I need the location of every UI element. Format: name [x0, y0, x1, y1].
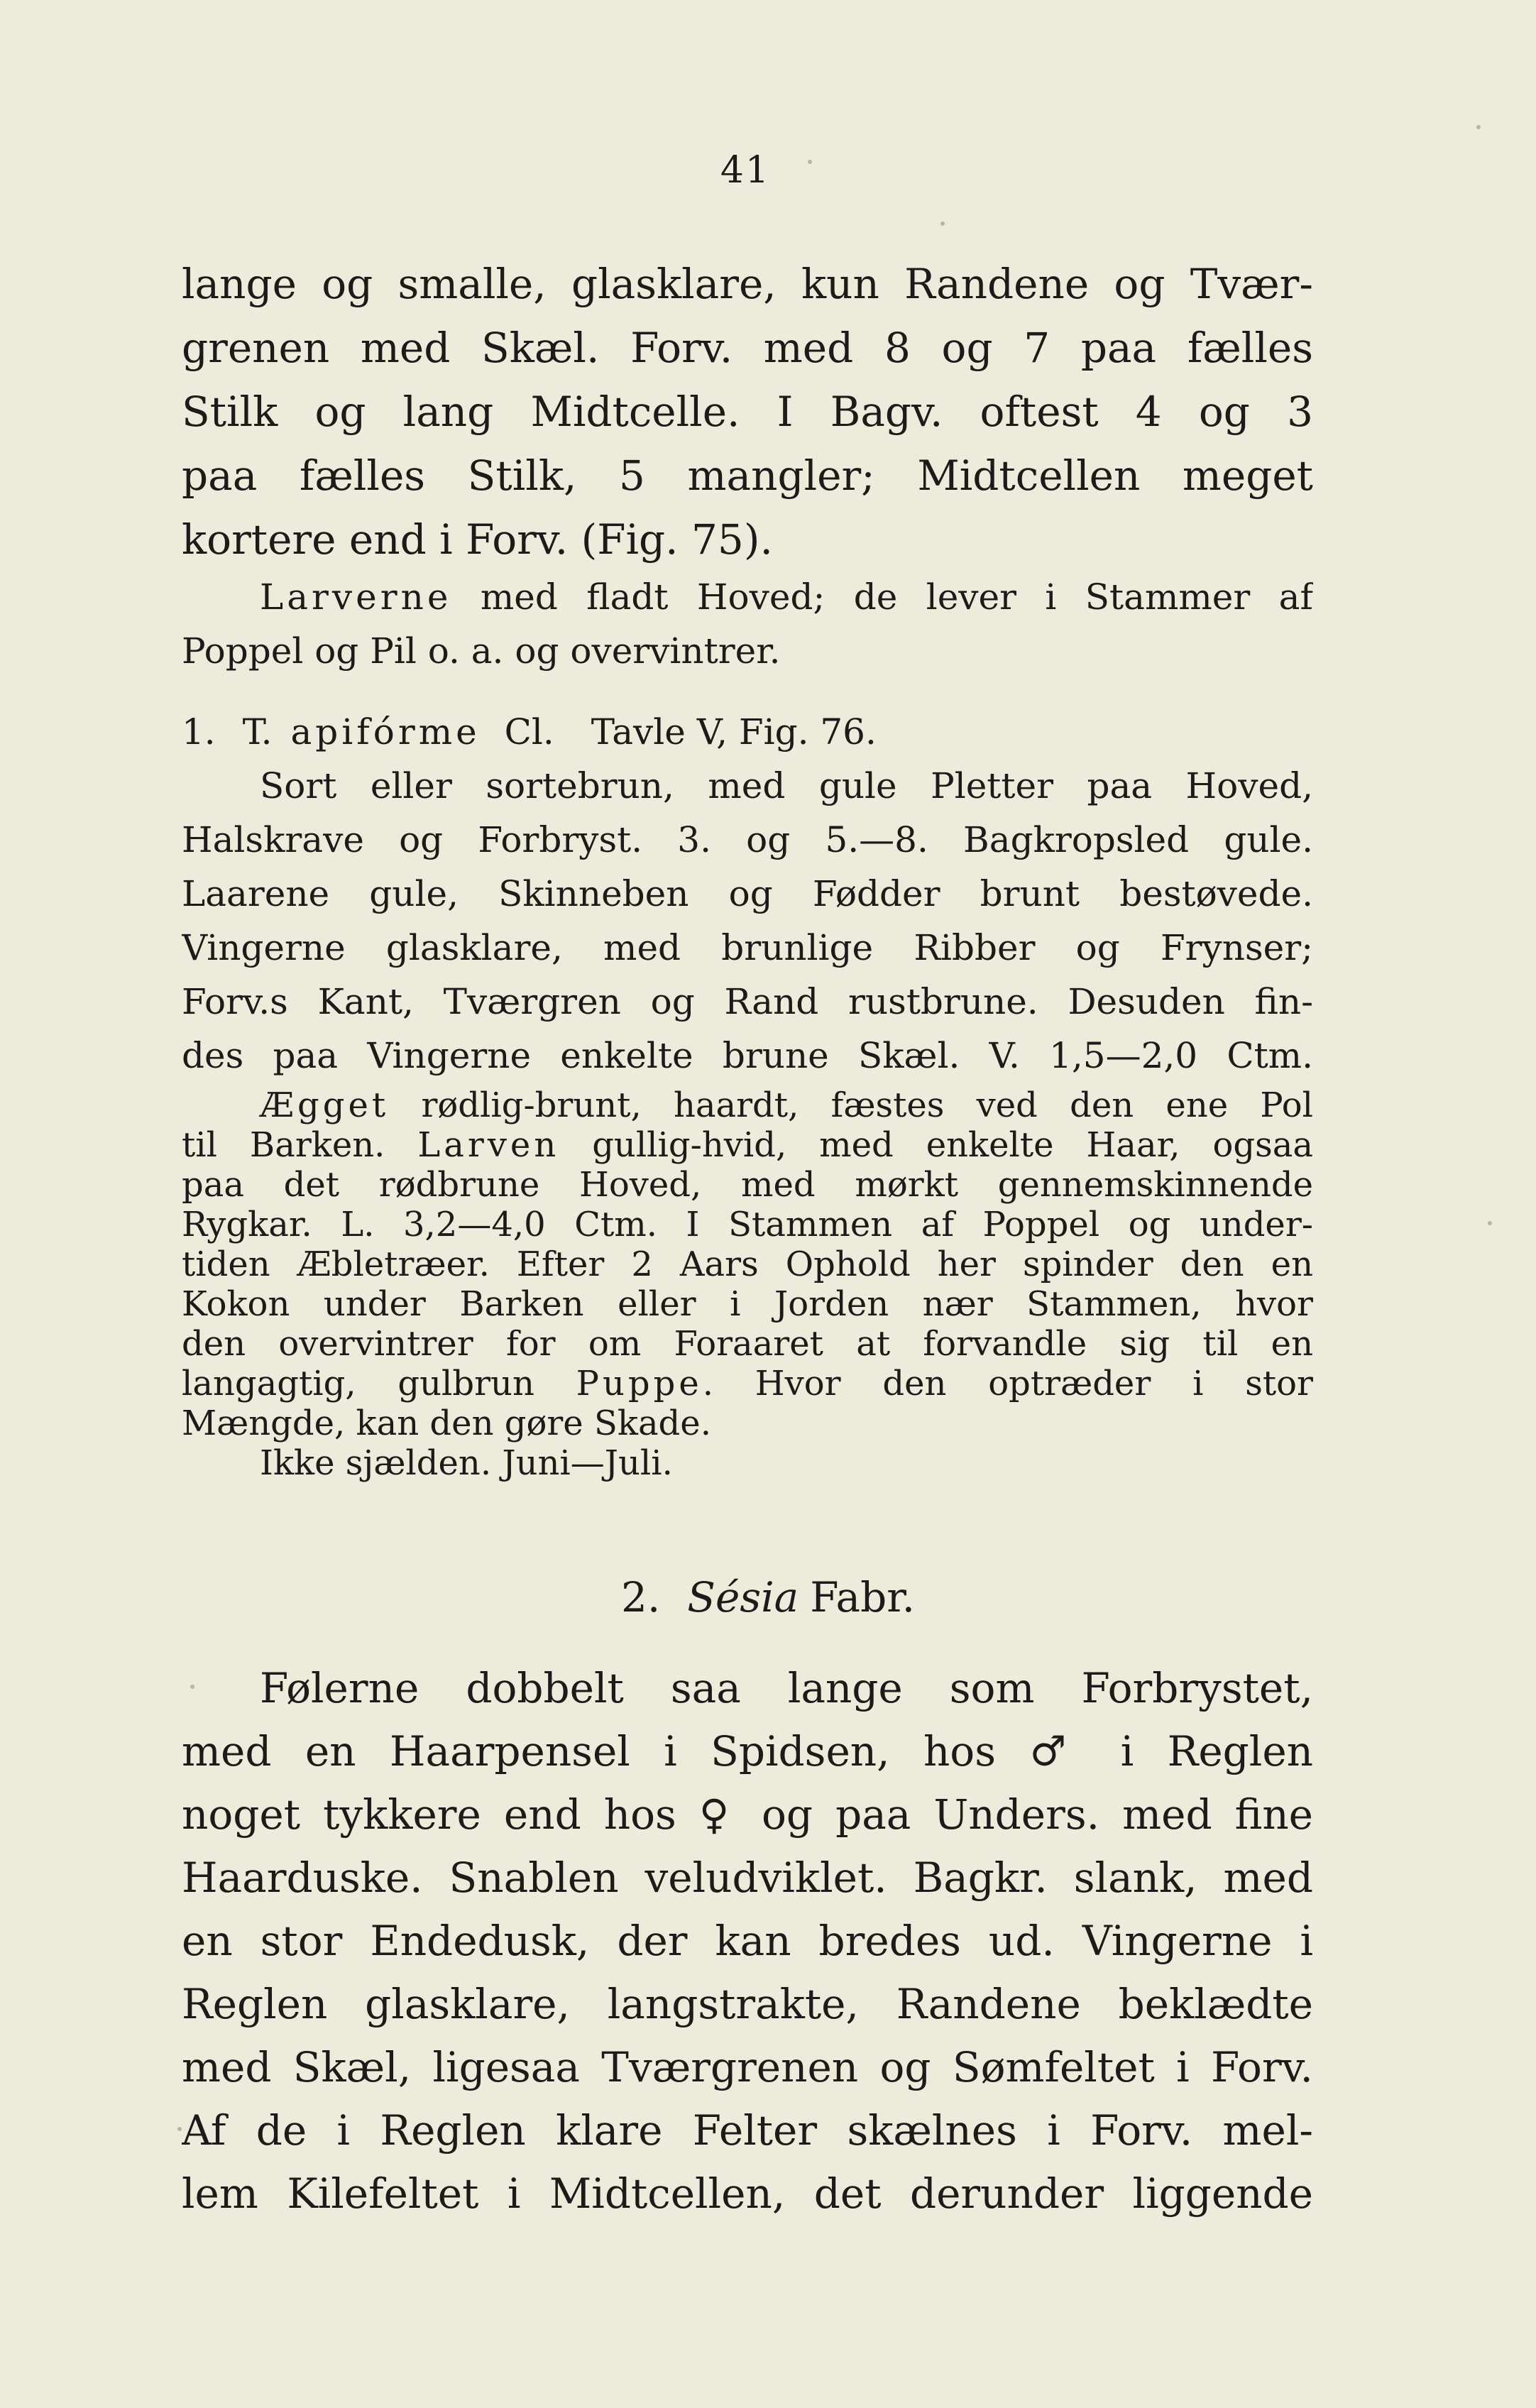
paper-speck [1488, 1221, 1492, 1225]
life-history-line: den overvintrer for om Foraaret at forvandle sig til en [182, 1324, 1313, 1364]
genus-description-line: Reglen glasklare, langstrakte, Randene beklædte [182, 1980, 1313, 2028]
genus-description-line: en stor Endedusk, der kan bredes ud. Vingerne i [182, 1917, 1313, 1965]
intro-line: Stilk og lang Midtcelle. I Bagv. oftest 4 og 3 [182, 388, 1313, 436]
genus-number: 2. [620, 1573, 661, 1621]
life-history-line [182, 1363, 1313, 1404]
life-history-text: langagtig, gulbrun [182, 1364, 576, 1403]
genus-description-line: med Skæl, ligesaa Tværgrenen og Sømfeltet i Forv. [182, 2043, 1313, 2091]
description-line: Laarene gule, Skinneben og Fødder brunt bestøvede. [182, 873, 1313, 914]
description-line: Forv.s Kant, Tværgren og Rand rustbrune. Desuden fin- [182, 981, 1313, 1022]
description-line: Halskrave og Forbryst. 3. og 5.—8. Bagkropsled gule. [182, 819, 1313, 860]
genus-description-line: Følerne dobbelt saa lange som Forbrystet, [260, 1664, 1313, 1712]
genus-description-line: noget tykkere end hos ♀ og paa Unders. med fine [182, 1790, 1313, 1839]
life-history-line: Mængde, kan den gøre Skade. [182, 1403, 711, 1443]
description-line: Sort eller sortebrun, med gule Pletter paa Hoved, [260, 765, 1313, 806]
paper-speck [1476, 125, 1481, 129]
life-history-line: Kokon under Barken eller i Jorden nær Stammen, hvor [182, 1284, 1313, 1324]
life-history-line: paa det rødbrune Hoved, med mørkt gennemskinnende [182, 1165, 1313, 1205]
genus-description-line: Af de i Reglen klare Felter skælnes i Forv. mel- [182, 2106, 1313, 2155]
paper-speck [177, 2127, 182, 2131]
intro-line: lange og smalle, glasklare, kun Randene og Tvær- [182, 260, 1313, 308]
life-history-line: tiden Æbletræer. Efter 2 Aars Ophold her spinder den en [182, 1244, 1313, 1284]
species-genus-abbr: T. [242, 711, 273, 752]
genus-description-line: lem Kilefeltet i Midtcellen, det derunder liggende [182, 2169, 1313, 2218]
genus-description-line: Haarduske. Snablen veludviklet. Bagkr. slank, med [182, 1854, 1313, 1902]
life-history-text: . Hvor den optræder i stor [702, 1364, 1313, 1403]
egg-lead: Ægget [260, 1085, 390, 1125]
page-number: 41 [720, 149, 771, 192]
larva-note-lead: Larverne [260, 576, 452, 618]
species-author: Cl. [504, 711, 554, 752]
intro-line: paa fælles Stilk, 5 mangler; Midtcellen meget [182, 452, 1313, 500]
genus-description-line: med en Haarpensel i Spidsen, hos ♂ i Reglen [182, 1727, 1313, 1775]
larva-lead: Larven [417, 1125, 560, 1165]
genus-heading [0, 1565, 1536, 1629]
genus-name: Sésia [687, 1573, 799, 1621]
plate-reference: Tavle V, Fig. 76. [591, 711, 877, 752]
description-line: des paa Vingerne enkelte brune Skæl. V. 1,5—2,0 Ctm. [182, 1035, 1313, 1076]
paper-speck [808, 160, 812, 164]
larva-note-text: med fladt Hoved; de lever i Stammer af [451, 576, 1313, 618]
life-history-line: Rygkar. L. 3,2—4,0 Ctm. I Stammen af Poppel og under- [182, 1205, 1313, 1244]
intro-line: grenen med Skæl. Forv. med 8 og 7 paa fælles [182, 324, 1313, 372]
egg-text: rødlig-brunt, haardt, fæstes ved den ene Pol [389, 1085, 1313, 1125]
genus-author: Fabr. [810, 1573, 916, 1621]
life-history-line [182, 1124, 1313, 1166]
life-history-line [182, 1085, 1313, 1126]
larva-note-line [182, 572, 1313, 622]
species-name: apifórme [290, 711, 481, 752]
species-heading [182, 707, 1313, 757]
pupa-lead: Puppe [576, 1364, 703, 1403]
life-history-text: til Barken. [182, 1125, 418, 1165]
intro-line: kortere end i Forv. (Fig. 75). [182, 515, 773, 564]
larva-note-line: Poppel og Pil o. a. og overvintrer. [182, 630, 781, 672]
species-number: 1. [182, 711, 216, 752]
life-history-text: gullig-hvid, med enkelte Haar, ogsaa [559, 1125, 1313, 1165]
paper-speck [190, 1685, 194, 1689]
occurrence-line: Ikke sjælden. Juni—Juli. [260, 1443, 673, 1483]
description-line: Vingerne glasklare, med brunlige Ribber og Frynser; [182, 927, 1313, 968]
paper-speck [940, 221, 945, 226]
